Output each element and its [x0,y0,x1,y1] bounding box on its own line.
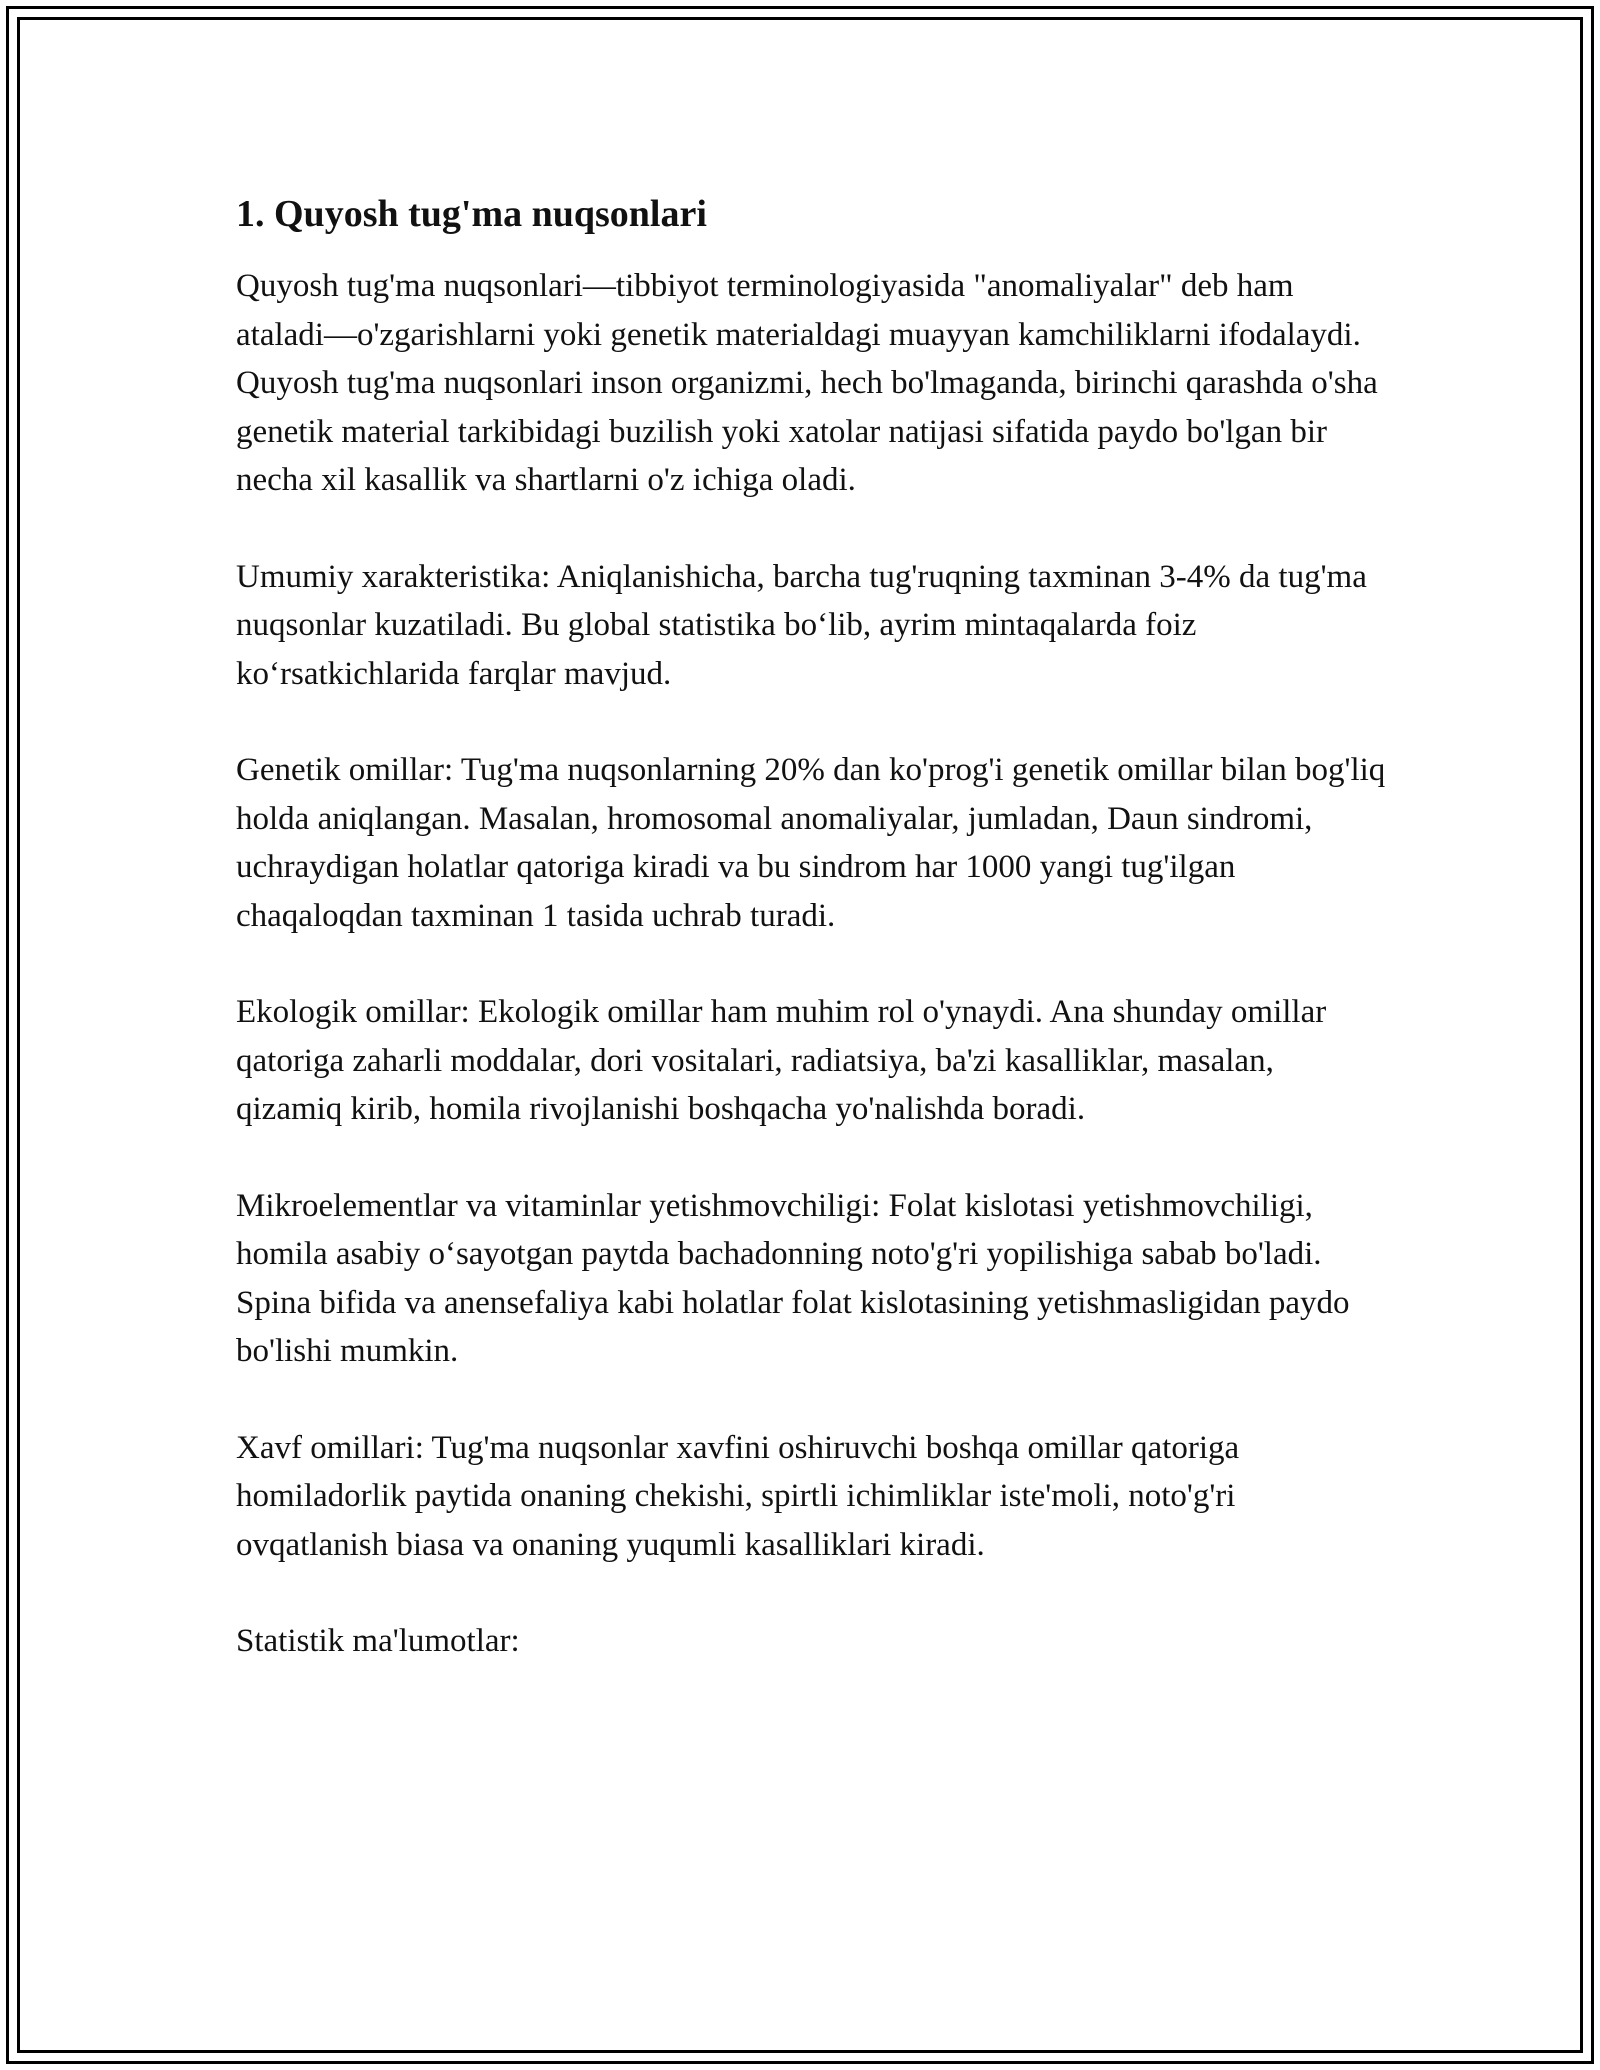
section-heading: 1. Quyosh tug'ma nuqsonlari [236,193,707,235]
paragraph-micronutrient-deficiency: Mikroelementlar va vitaminlar yetishmovchiligi: Folat kislotasi yetishmovchiligi, homila asabiy o‘sayotgan paytda bachadonning noto'g'ri yopilishiga sabab bo'ladi. Spina bifida va anensefaliya kabi holatlar folat kislotasining yetishmasligidan paydo bo'lishi mumkin. [236,1187,1350,1369]
paragraph-statistics-label: Statistik ma'lumotlar: [236,1623,520,1659]
paragraph-general-characteristics: Umumiy xarakteristika: Aniqlanishicha, barcha tug'ruqning taxminan 3-4% da tug'ma nuqsonlar kuzatiladi. Bu global statistika bo‘lib, ayrim mintaqalarda foiz ko‘rsatkichlarida farqlar mavjud. [236,558,1367,692]
paragraph-intro: Quyosh tug'ma nuqsonlari—tibbiyot terminologiyasida "anomaliyalar" deb ham ataladi—o'zgarishlarni yoki genetik materialdagi muayyan kamchiliklarni ifodalaydi. Quyosh tug'ma nuqsonlari inson organizmi, hech bo'lmaganda, birinchi qarashda o'sha genetik material tarkibidagi buzilish yoki xatolar natijasi sifatida paydo bo'lgan bir necha xil kasallik va shartlarni o'z ichiga oladi. [236,268,1378,498]
paragraph-risk-factors: Xavf omillari: Tug'ma nuqsonlar xavfini oshiruvchi boshqa omillar qatoriga homiladorlik paytida onaning chekishi, spirtli ichimliklar iste'moli, noto'g'ri ovqatlanish biasa va onaning yuqumli kasalliklari kiradi. [236,1429,1240,1563]
paragraph-ecological-factors: Ekologik omillar: Ekologik omillar ham muhim rol o'ynaydi. Ana shunday omillar qatoriga zaharli moddalar, dori vositalari, radiatsiya, ba'zi kasalliklar, masalan, qizamiq kirib, homila rivojlanishi boshqacha yo'nalishda boradi. [236,994,1327,1127]
document-body [236,188,1386,1714]
paragraph-genetic-factors: Genetik omillar: Tug'ma nuqsonlarning 20% dan ko'prog'i genetik omillar bilan bog'liq holda aniqlangan. Masalan, hromosomal anomaliyalar, jumladan, Daun sindromi, uchraydigan holatlar qatoriga kiradi va bu sindrom har 1000 yangi tug'ilgan chaqaloqdan taxminan 1 tasida uchrab turadi. [236,752,1386,934]
